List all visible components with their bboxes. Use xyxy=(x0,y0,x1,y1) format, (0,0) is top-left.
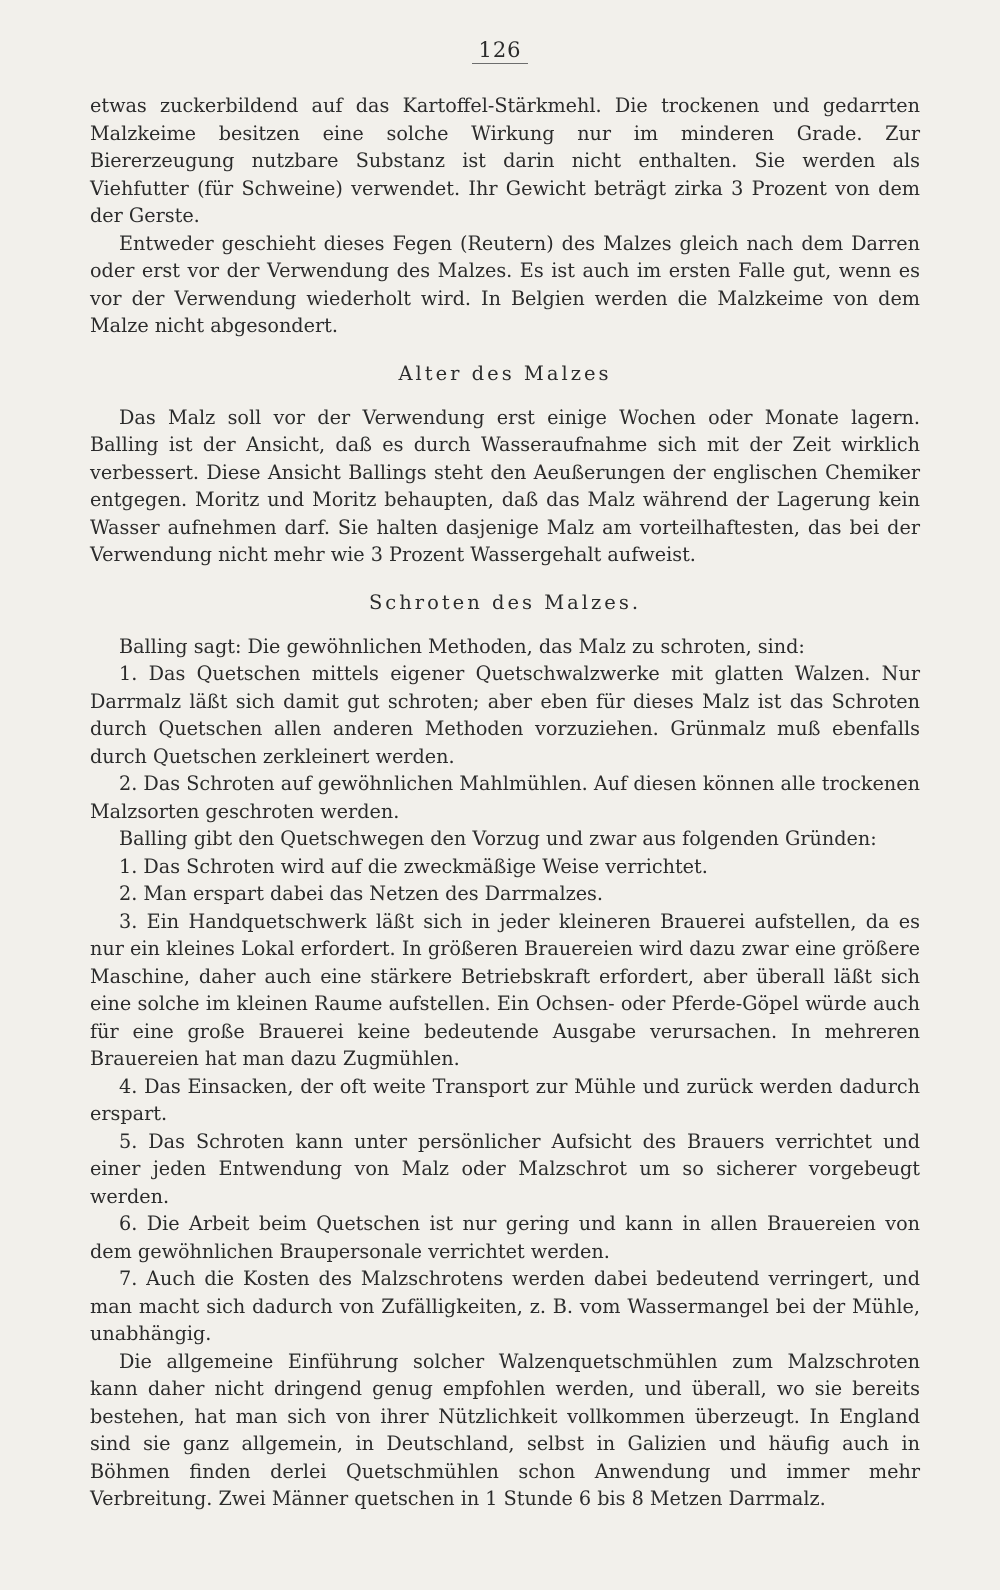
list-item-1: 1. Das Quetschen mittels eigener Quetschwalzwerke mit glatten Walzen. Nur Darrmalz läßt sich damit gut schroten; aber eben für dieses Malz ist das Schroten durch Quetschen allen anderen Methoden vorzuziehen. Grünmalz muß ebenfalls durch Quetschen zerkleinert werden. xyxy=(90,662,920,768)
page-number xyxy=(0,38,1000,62)
paragraph-16: Die allgemeine Einführung solcher Walzenquetschmühlen zum Malzschroten kann daher nicht dringend genug empfohlen werden, und überall, wo sie bereits bestehen, hat man sich von ihrer Nützlichkeit vollkommen überzeugt. In England sind sie ganz allgemein, in Deutschland, selbst in Galizien und häufig auch in Böhmen finden derlei Quetschmühlen schon Anwendung und immer mehr Verbreitung. Zwei Männer quetschen in 1 Stunde 6 bis 8 Metzen Darrmalz. xyxy=(90,1349,920,1510)
section-heading-alter-des-malzes: Alter des Malzes xyxy=(398,361,612,385)
page-number-text: 126 xyxy=(472,38,527,64)
reason-item-1: 1. Das Schroten wird auf die zweckmäßige Weise verrichtet. xyxy=(119,854,708,878)
paragraph-3: Das Malz soll vor der Verwendung erst einige Wochen oder Monate lagern. Balling ist der Ansicht, daß es durch Wasseraufnahme sich mit der Zeit wirklich verbessert. Diese Ansicht Ballings steht den Aeußerungen der englischen Chemiker entgegen. Moritz und Moritz behaupten, daß das Malz während der Lagerung kein Wasser aufnehmen darf. Sie halten dasjenige Malz am vorteilhaftesten, das bei der Verwendung nicht mehr wie 3 Prozent Wassergehalt aufweist. xyxy=(90,405,920,566)
list-item-2: 2. Das Schroten auf gewöhnlichen Mahlmühlen. Auf diesen können alle trockenen Malzsorten geschroten werden. xyxy=(90,772,920,823)
paragraph-8: Balling gibt den Quetschwegen den Vorzug und zwar aus folgenden Gründen: xyxy=(119,827,877,850)
reason-item-4: 4. Das Einsacken, der oft weite Transport zur Mühle und zurück werden dadurch erspart. xyxy=(90,1074,920,1125)
paragraph-5: Balling sagt: Die gewöhnlichen Methoden, das Malz zu schroten, sind: xyxy=(119,634,805,658)
reason-item-6: 6. Die Arbeit beim Quetschen ist nur gering und kann in allen Brauereien von dem gewöhnlichen Braupersonale verrichtet werden. xyxy=(90,1212,920,1263)
section-heading-schroten-des-malzes: Schroten des Malzes. xyxy=(368,590,642,614)
reason-item-7: 7. Auch die Kosten des Malzschrotens werden dabei bedeutend verringert, und man macht sich dadurch von Zufälligkeiten, z. B. vom Wassermangel bei der Mühle, unabhängig. xyxy=(90,1267,920,1345)
reason-item-5: 5. Das Schroten kann unter persönlicher Aufsicht des Brauers verrichtet und einer jeden Entwendung von Malz oder Malzschrot um so sicherer vorgebeugt werden. xyxy=(90,1129,920,1208)
paragraph-1: Entweder geschieht dieses Fegen (Reutern) des Malzes gleich nach dem Darren oder erst vor der Verwendung des Malzes. Es ist auch im ersten Falle gut, wenn es vor der Verwendung wiederholt wird. In Belgien werden die Malzkeime von dem Malze nicht abgesondert. xyxy=(90,231,920,337)
reason-item-3: 3. Ein Handquetschwerk läßt sich in jeder kleineren Brauerei aufstellen, da es nur ein kleines Lokal erfordert. In größeren Brauereien wird dazu zwar eine größere Maschine, daher auch eine stärkere Betriebskraft erfordert, aber überall läßt sich eine solche im kleinen Raume aufstellen. Ein Ochsen- oder Pferde-Göpel würde auch für eine große Brauerei keine bedeutende Ausgabe verursachen. In mehreren Brauereien hat man dazu Zugmühlen. xyxy=(90,909,920,1070)
page-body xyxy=(90,92,920,1513)
reason-item-2: 2. Man erspart dabei das Netzen des Darrmalzes. xyxy=(119,882,603,905)
paragraph-0: etwas zuckerbildend auf das Kartoffel-Stärkmehl. Die trockenen und gedarrten Malzkeime besitzen eine solche Wirkung nur im minderen Grade. Zur Biererzeugung nutzbare Substanz ist darin nicht enthalten. Sie werden als Viehfutter (für Schweine) verwendet. Ihr Gewicht beträgt zirka 3 Prozent von dem der Gerste. xyxy=(90,94,920,227)
